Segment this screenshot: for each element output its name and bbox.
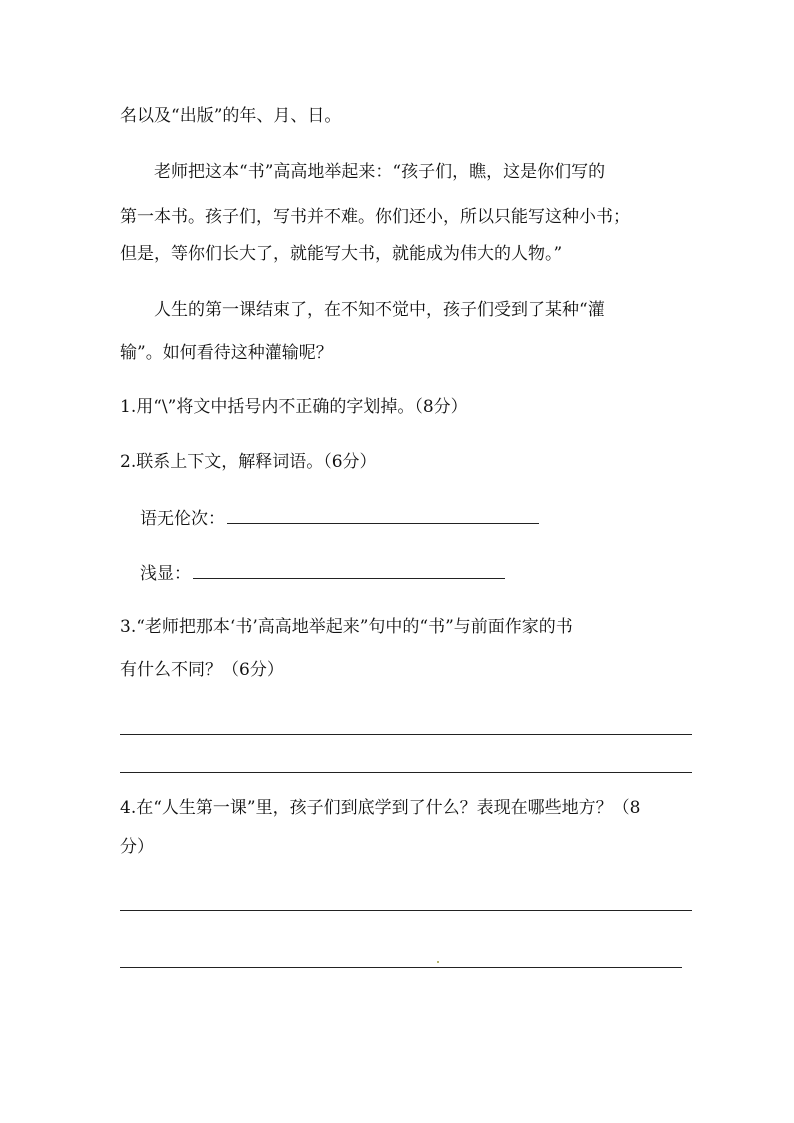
- answer-line[interactable]: [120, 772, 692, 773]
- passage-line: 但是，等你们长大了，就能写大书，就能成为伟大的人物。”: [120, 244, 563, 264]
- passage-line: 人生的第一课结束了，在不知不觉中，孩子们受到了某种“灌: [154, 300, 605, 320]
- term-label: 浅显：: [140, 564, 191, 584]
- passage-line: 第一本书。孩子们，写书并不难。你们还小，所以只能写这种小书；: [120, 207, 630, 227]
- answer-blank[interactable]: [227, 509, 539, 524]
- question-1: 1.用“\”将文中括号内不正确的字划掉。（8分）: [120, 397, 468, 417]
- question-3: 3.“老师把那本‘书’高高地举起来”句中的“书”与前面作家的书: [120, 617, 573, 637]
- term-answer-row: [140, 562, 694, 586]
- question-4: 4.在“人生第一课”里，孩子们到底学到了什么？表现在哪些地方？（8: [120, 798, 641, 818]
- passage-line: 老师把这本“书”高高地举起来：“孩子们，瞧，这是你们写的: [154, 162, 606, 182]
- answer-blank[interactable]: [193, 564, 505, 579]
- term-label: 语无伦次：: [140, 509, 225, 529]
- passage-line: 输”。如何看待这种灌输呢？: [120, 343, 333, 363]
- question-4-continued: 分）: [120, 837, 154, 857]
- term-answer-row: [140, 507, 694, 531]
- answer-line[interactable]: [120, 734, 692, 735]
- answer-line[interactable]: [120, 967, 682, 968]
- question-2: 2.联系上下文，解释词语。（6分）: [120, 452, 377, 472]
- stray-dot: [437, 961, 439, 963]
- question-3-continued: 有什么不同？（6分）: [120, 660, 284, 680]
- answer-line[interactable]: [120, 910, 692, 911]
- passage-line: 名以及“出版”的年、月、日。: [120, 106, 342, 126]
